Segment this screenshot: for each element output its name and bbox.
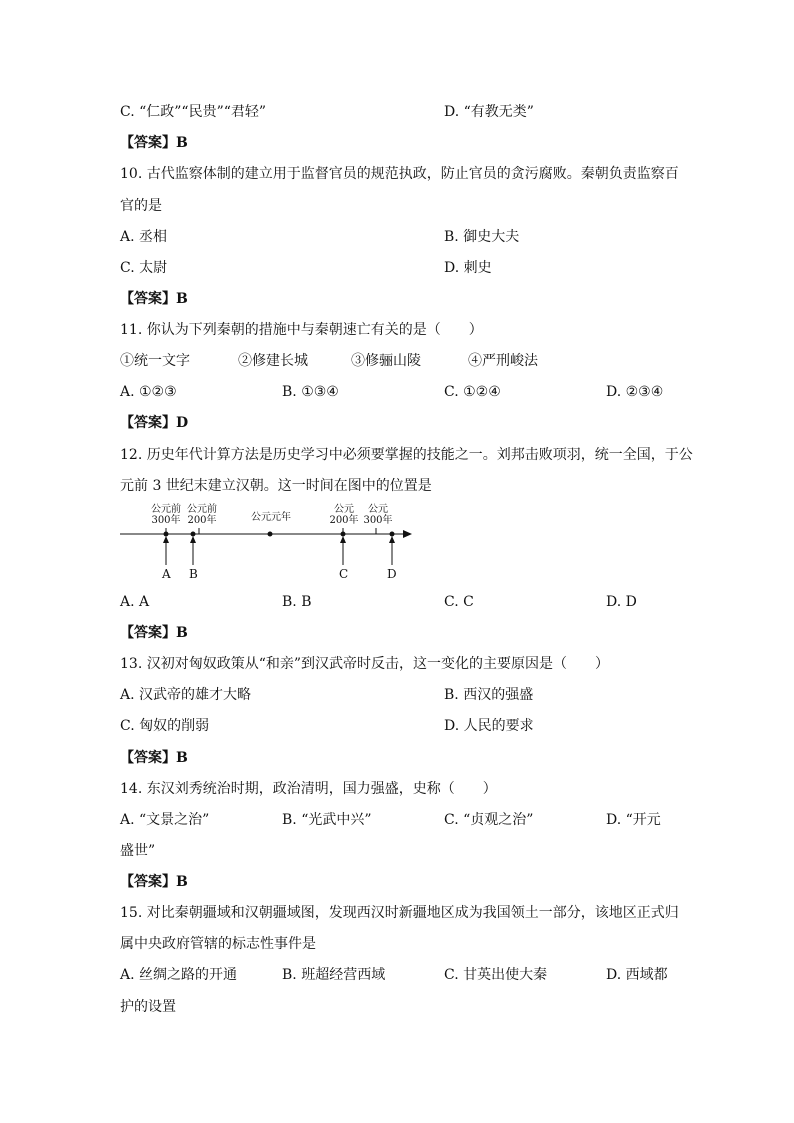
q11-item-4: ④严刑峻法: [468, 353, 538, 369]
q14-option-b: B. “光武中兴”: [282, 812, 372, 828]
q11-item-2: ②修建长城: [238, 353, 308, 369]
q12-option-c: C. C: [444, 594, 474, 610]
timeline-label-300ad: 公元 300年: [363, 504, 393, 526]
q14-answer: 【答案】B: [120, 874, 188, 890]
q10-option-b: B. 御史大夫: [444, 229, 520, 245]
q13-option-c: C. 匈奴的削弱: [120, 718, 210, 734]
q15-option-b: B. 班超经营西域: [282, 967, 386, 983]
q12-option-d: D. D: [606, 594, 637, 610]
q10-option-c: C. 太尉: [120, 260, 168, 276]
q9-option-d: D. “有教无类”: [444, 104, 534, 120]
q14-option-a: A. “文景之治”: [120, 812, 210, 828]
dot-b: [191, 532, 196, 537]
q9-option-c: C. “仁政”“民贵”“君轻”: [120, 104, 267, 120]
q10-answer: 【答案】B: [120, 291, 188, 307]
timeline-label-300bc: 公元前 300年: [151, 504, 181, 526]
q12-stem-line2: 元前 3 世纪末建立汉朝。这一时间在图中的位置是: [120, 478, 432, 494]
q15-option-c: C. 甘英出使大秦: [444, 967, 548, 983]
q11-answer: 【答案】D: [120, 415, 189, 431]
timeline-label-year1: 公元元年: [251, 512, 291, 523]
q13-option-d: D. 人民的要求: [444, 718, 534, 734]
dot-c: [341, 532, 346, 537]
q10-option-a: A. 丞相: [120, 229, 168, 245]
q11-option-b: B. ①③④: [282, 384, 339, 400]
q11-option-d: D. ②③④: [606, 384, 664, 400]
dot-a: [164, 532, 169, 537]
q12-option-a: A. A: [120, 594, 150, 610]
q11-stem: 11. 你认为下列秦朝的措施中与秦朝速亡有关的是（ ）: [120, 322, 483, 338]
pointer-label-b: B: [189, 567, 198, 581]
pointer-label-a: A: [162, 567, 171, 581]
q14-option-c: C. “贞观之治”: [444, 812, 534, 828]
q13-answer: 【答案】B: [120, 750, 188, 766]
q12-answer: 【答案】B: [120, 625, 188, 641]
q14-option-d-line1: D. “开元: [606, 812, 661, 828]
q11-option-a: A. ①②③: [120, 384, 177, 400]
timeline-label-200ad: 公元 200年: [329, 504, 359, 526]
q13-stem: 13. 汉初对匈奴政策从“和亲”到汉武帝时反击，这一变化的主要原因是（ ）: [120, 656, 610, 672]
dot-d: [390, 532, 395, 537]
q10-stem-line2: 官的是: [120, 198, 162, 214]
timeline-axis-arrow: [403, 530, 412, 538]
q9-answer: 【答案】B: [120, 135, 188, 151]
q15-option-a: A. 丝绸之路的开通: [120, 967, 238, 983]
pointer-label-d: D: [387, 567, 397, 581]
q15-option-d-line2: 护的设置: [120, 999, 176, 1015]
q14-option-d-line2: 盛世”: [120, 843, 156, 859]
q14-stem: 14. 东汉刘秀统治时期，政治清明，国力强盛，史称（ ）: [120, 781, 497, 797]
q11-item-1: ①统一文字: [120, 353, 190, 369]
q11-option-c: C. ①②④: [444, 384, 501, 400]
q15-option-d-line1: D. 西域都: [606, 967, 668, 983]
dot-year1: [268, 532, 273, 537]
q10-option-d: D. 刺史: [444, 260, 492, 276]
q10-stem-line1: 10. 古代监察体制的建立用于监督官员的规范执政，防止官员的贪污腐败。秦朝负责监察百: [120, 166, 679, 182]
q12-stem-line1: 12. 历史年代计算方法是历史学习中必须要掌握的技能之一。刘邦击败项羽，统一全国，于公: [120, 447, 693, 463]
q12-option-b: B. B: [282, 594, 312, 610]
q13-option-a: A. 汉武帝的雄才大略: [120, 687, 252, 703]
q15-stem-line2: 属中央政府管辖的标志性事件是: [120, 936, 316, 952]
timeline-label-200bc: 公元前 200年: [187, 504, 217, 526]
q11-item-3: ③修骊山陵: [351, 353, 421, 369]
q13-option-b: B. 西汉的强盛: [444, 687, 534, 703]
q15-stem-line1: 15. 对比秦朝疆域和汉朝疆域图，发现西汉时新疆地区成为我国领土一部分，该地区正式归: [120, 905, 679, 921]
pointer-label-c: C: [339, 567, 349, 581]
